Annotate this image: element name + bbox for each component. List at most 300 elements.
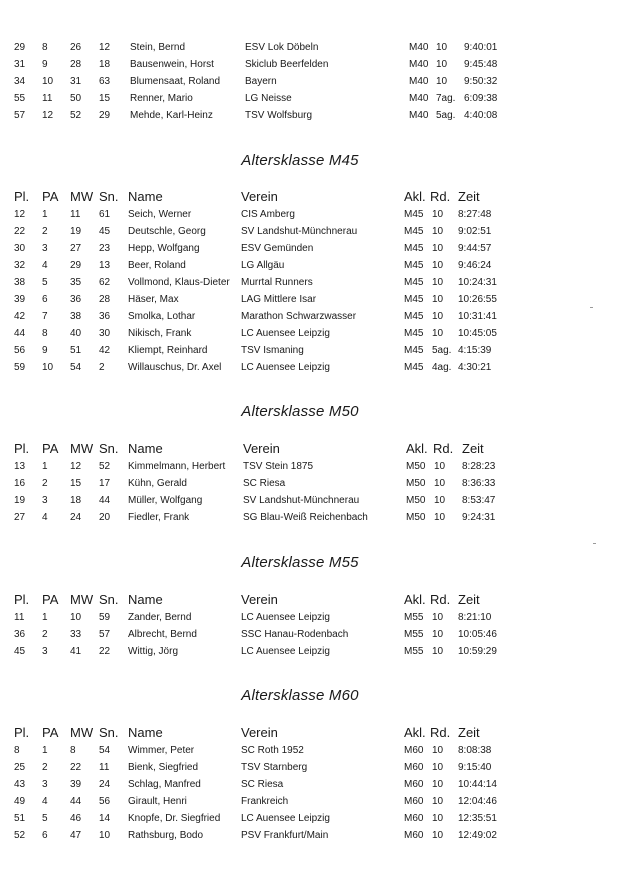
header-verein: Verein bbox=[243, 441, 280, 456]
cell-name: Häser, Max bbox=[128, 294, 179, 305]
cell-pa: 6 bbox=[42, 294, 48, 305]
cell-verein: SC Riesa bbox=[241, 779, 284, 790]
header-rd: Rd. bbox=[430, 725, 451, 740]
cell-akl: M60 bbox=[404, 796, 424, 807]
cell-sn: 45 bbox=[99, 226, 111, 237]
cell-pl: 51 bbox=[14, 813, 26, 824]
section-title: Altersklasse M60 bbox=[241, 687, 359, 704]
cell-pa: 4 bbox=[42, 260, 48, 271]
cell-pa: 1 bbox=[42, 612, 48, 623]
cell-akl: M60 bbox=[404, 762, 424, 773]
cell-sn: 22 bbox=[99, 646, 111, 657]
cell-zeit: 12:04:46 bbox=[458, 796, 497, 807]
cell-name: Zander, Bernd bbox=[128, 612, 192, 623]
header-verein: Verein bbox=[241, 189, 278, 204]
cell-verein: LC Auensee Leipzig bbox=[241, 813, 330, 824]
cell-mw: 39 bbox=[70, 779, 82, 790]
header-verein: Verein bbox=[241, 592, 278, 607]
cell-pa: 6 bbox=[42, 830, 48, 841]
cell-pa: 1 bbox=[42, 209, 48, 220]
cell-rd: 10 bbox=[432, 294, 444, 305]
cell-pl: 31 bbox=[14, 59, 26, 70]
header-sn: Sn. bbox=[99, 189, 119, 204]
cell-verein: Bayern bbox=[245, 76, 277, 87]
cell-rd: 10 bbox=[432, 311, 444, 322]
cell-akl: M50 bbox=[406, 512, 426, 523]
cell-sn: 17 bbox=[99, 478, 111, 489]
header-verein: Verein bbox=[241, 725, 278, 740]
cell-akl: M50 bbox=[406, 495, 426, 506]
table-row bbox=[0, 512, 635, 528]
cell-pa: 1 bbox=[42, 461, 48, 472]
header-akl: Akl. bbox=[404, 592, 426, 607]
cell-mw: 50 bbox=[70, 93, 82, 104]
cell-sn: 44 bbox=[99, 495, 111, 506]
cell-mw: 8 bbox=[70, 745, 76, 756]
table-row bbox=[0, 745, 635, 761]
scan-speck bbox=[593, 543, 596, 544]
cell-rd: 10 bbox=[432, 830, 444, 841]
header-zeit: Zeit bbox=[458, 725, 480, 740]
table-row bbox=[0, 779, 635, 795]
cell-rd: 10 bbox=[432, 813, 444, 824]
table-row bbox=[0, 277, 635, 293]
cell-verein: TSV Ismaning bbox=[241, 345, 304, 356]
header-pa: PA bbox=[42, 725, 59, 740]
cell-pa: 3 bbox=[42, 495, 48, 506]
cell-rd: 10 bbox=[432, 328, 444, 339]
cell-rd: 7ag. bbox=[436, 93, 456, 104]
cell-name: Willauschus, Dr. Axel bbox=[128, 362, 222, 373]
cell-pa: 5 bbox=[42, 813, 48, 824]
cell-pl: 8 bbox=[14, 745, 20, 756]
cell-name: Blumensaat, Roland bbox=[130, 76, 221, 87]
header-name: Name bbox=[128, 725, 163, 740]
header-pa: PA bbox=[42, 592, 59, 607]
cell-rd: 10 bbox=[432, 745, 444, 756]
cell-pa: 3 bbox=[42, 779, 48, 790]
cell-sn: 42 bbox=[99, 345, 111, 356]
cell-pl: 49 bbox=[14, 796, 26, 807]
cell-name: Kimmelmann, Herbert bbox=[128, 461, 226, 472]
cell-akl: M40 bbox=[409, 42, 429, 53]
cell-zeit: 4:15:39 bbox=[458, 345, 492, 356]
cell-pa: 8 bbox=[42, 328, 48, 339]
table-row bbox=[0, 495, 635, 511]
cell-akl: M60 bbox=[404, 813, 424, 824]
cell-rd: 10 bbox=[432, 629, 444, 640]
cell-verein: TSV Wolfsburg bbox=[245, 110, 313, 121]
cell-akl: M45 bbox=[404, 260, 424, 271]
cell-name: Albrecht, Bernd bbox=[128, 629, 197, 640]
cell-pl: 19 bbox=[14, 495, 26, 506]
cell-zeit: 9:50:32 bbox=[464, 76, 498, 87]
cell-akl: M40 bbox=[409, 76, 429, 87]
cell-sn: 30 bbox=[99, 328, 111, 339]
cell-sn: 56 bbox=[99, 796, 111, 807]
cell-zeit: 10:24:31 bbox=[458, 277, 497, 288]
cell-mw: 40 bbox=[70, 328, 82, 339]
cell-zeit: 8:36:33 bbox=[462, 478, 496, 489]
cell-sn: 18 bbox=[99, 59, 111, 70]
cell-sn: 15 bbox=[99, 93, 111, 104]
cell-rd: 10 bbox=[432, 779, 444, 790]
table-row bbox=[0, 243, 635, 259]
cell-akl: M55 bbox=[404, 646, 424, 657]
cell-name: Vollmond, Klaus-Dieter bbox=[128, 277, 230, 288]
cell-name: Fiedler, Frank bbox=[128, 512, 190, 523]
table-row bbox=[0, 813, 635, 829]
cell-sn: 62 bbox=[99, 277, 111, 288]
cell-sn: 54 bbox=[99, 745, 111, 756]
cell-sn: 36 bbox=[99, 311, 111, 322]
header-rd: Rd. bbox=[430, 592, 451, 607]
cell-rd: 4ag. bbox=[432, 362, 452, 373]
cell-pa: 12 bbox=[42, 110, 54, 121]
cell-verein: Murrtal Runners bbox=[241, 277, 313, 288]
cell-mw: 24 bbox=[70, 512, 82, 523]
cell-verein: Skiclub Beerfelden bbox=[245, 59, 329, 70]
header-sn: Sn. bbox=[99, 441, 119, 456]
cell-mw: 47 bbox=[70, 830, 82, 841]
cell-akl: M45 bbox=[404, 294, 424, 305]
cell-name: Bienk, Siegfried bbox=[128, 762, 199, 773]
cell-name: Renner, Mario bbox=[130, 93, 193, 104]
table-row bbox=[0, 646, 635, 662]
cell-verein: LC Auensee Leipzig bbox=[241, 612, 330, 623]
cell-pa: 9 bbox=[42, 345, 48, 356]
cell-rd: 10 bbox=[432, 243, 444, 254]
table-row bbox=[0, 830, 635, 846]
cell-sn: 20 bbox=[99, 512, 111, 523]
cell-akl: M45 bbox=[404, 362, 424, 373]
header-pl: Pl. bbox=[14, 725, 30, 740]
cell-rd: 10 bbox=[432, 796, 444, 807]
cell-zeit: 10:26:55 bbox=[458, 294, 497, 305]
cell-name: Stein, Bernd bbox=[130, 42, 186, 53]
cell-sn: 29 bbox=[99, 110, 111, 121]
cell-pa: 9 bbox=[42, 59, 48, 70]
cell-name: Nikisch, Frank bbox=[128, 328, 192, 339]
cell-mw: 52 bbox=[70, 110, 82, 121]
header-zeit: Zeit bbox=[462, 441, 484, 456]
cell-rd: 10 bbox=[432, 277, 444, 288]
cell-zeit: 8:53:47 bbox=[462, 495, 496, 506]
cell-mw: 36 bbox=[70, 294, 82, 305]
cell-akl: M60 bbox=[404, 745, 424, 756]
table-row bbox=[0, 59, 635, 75]
cell-zeit: 8:08:38 bbox=[458, 745, 492, 756]
table-row bbox=[0, 76, 635, 92]
header-mw: MW bbox=[70, 592, 94, 607]
cell-pl: 43 bbox=[14, 779, 26, 790]
cell-name: Seich, Werner bbox=[128, 209, 192, 220]
cell-pl: 32 bbox=[14, 260, 26, 271]
cell-sn: 24 bbox=[99, 779, 111, 790]
cell-pa: 3 bbox=[42, 243, 48, 254]
cell-name: Mehde, Karl-Heinz bbox=[130, 110, 213, 121]
cell-akl: M55 bbox=[404, 629, 424, 640]
cell-zeit: 12:49:02 bbox=[458, 830, 497, 841]
cell-mw: 33 bbox=[70, 629, 82, 640]
cell-zeit: 6:09:38 bbox=[464, 93, 498, 104]
cell-rd: 10 bbox=[436, 76, 448, 87]
cell-verein: Marathon Schwarzwasser bbox=[241, 311, 357, 322]
cell-sn: 61 bbox=[99, 209, 111, 220]
cell-akl: M45 bbox=[404, 243, 424, 254]
cell-name: Rathsburg, Bodo bbox=[128, 830, 204, 841]
table-row bbox=[0, 762, 635, 778]
cell-pl: 44 bbox=[14, 328, 26, 339]
cell-sn: 12 bbox=[99, 42, 111, 53]
cell-zeit: 9:45:48 bbox=[464, 59, 498, 70]
header-pa: PA bbox=[42, 441, 59, 456]
cell-name: Smolka, Lothar bbox=[128, 311, 196, 322]
cell-akl: M60 bbox=[404, 779, 424, 790]
cell-name: Hepp, Wolfgang bbox=[128, 243, 200, 254]
table-row bbox=[0, 311, 635, 327]
cell-verein: LC Auensee Leipzig bbox=[241, 646, 330, 657]
cell-pa: 2 bbox=[42, 478, 48, 489]
cell-pa: 1 bbox=[42, 745, 48, 756]
header-pa: PA bbox=[42, 189, 59, 204]
cell-name: Beer, Roland bbox=[128, 260, 186, 271]
cell-zeit: 8:27:48 bbox=[458, 209, 492, 220]
cell-mw: 41 bbox=[70, 646, 82, 657]
section-title: Altersklasse M45 bbox=[241, 152, 359, 169]
cell-zeit: 10:59:29 bbox=[458, 646, 497, 657]
cell-pl: 16 bbox=[14, 478, 26, 489]
table-row bbox=[0, 345, 635, 361]
cell-zeit: 9:24:31 bbox=[462, 512, 496, 523]
cell-sn: 63 bbox=[99, 76, 111, 87]
cell-mw: 18 bbox=[70, 495, 82, 506]
table-header bbox=[0, 592, 635, 610]
cell-verein: PSV Frankfurt/Main bbox=[241, 830, 329, 841]
table-row bbox=[0, 629, 635, 645]
cell-pl: 45 bbox=[14, 646, 26, 657]
cell-pl: 57 bbox=[14, 110, 26, 121]
cell-sn: 23 bbox=[99, 243, 111, 254]
cell-sn: 2 bbox=[99, 362, 105, 373]
cell-rd: 10 bbox=[432, 209, 444, 220]
table-header bbox=[0, 189, 635, 207]
section-title: Altersklasse M50 bbox=[241, 403, 359, 420]
header-pl: Pl. bbox=[14, 189, 30, 204]
cell-pl: 42 bbox=[14, 311, 26, 322]
cell-akl: M50 bbox=[406, 461, 426, 472]
header-zeit: Zeit bbox=[458, 189, 480, 204]
cell-akl: M50 bbox=[406, 478, 426, 489]
cell-akl: M45 bbox=[404, 277, 424, 288]
cell-rd: 10 bbox=[432, 646, 444, 657]
cell-akl: M45 bbox=[404, 345, 424, 356]
cell-zeit: 9:40:01 bbox=[464, 42, 498, 53]
header-mw: MW bbox=[70, 189, 94, 204]
header-sn: Sn. bbox=[99, 725, 119, 740]
cell-rd: 5ag. bbox=[436, 110, 456, 121]
cell-mw: 12 bbox=[70, 461, 82, 472]
cell-verein: LG Allgäu bbox=[241, 260, 285, 271]
cell-akl: M60 bbox=[404, 830, 424, 841]
cell-pa: 7 bbox=[42, 311, 48, 322]
cell-mw: 35 bbox=[70, 277, 82, 288]
cell-pl: 56 bbox=[14, 345, 26, 356]
cell-mw: 51 bbox=[70, 345, 82, 356]
cell-name: Wimmer, Peter bbox=[128, 745, 195, 756]
header-zeit: Zeit bbox=[458, 592, 480, 607]
table-row bbox=[0, 260, 635, 276]
header-name: Name bbox=[128, 189, 163, 204]
header-name: Name bbox=[128, 441, 163, 456]
cell-zeit: 4:30:21 bbox=[458, 362, 492, 373]
table-row bbox=[0, 612, 635, 628]
cell-mw: 28 bbox=[70, 59, 82, 70]
cell-zeit: 4:40:08 bbox=[464, 110, 498, 121]
cell-pl: 25 bbox=[14, 762, 26, 773]
cell-sn: 13 bbox=[99, 260, 111, 271]
header-rd: Rd. bbox=[433, 441, 454, 456]
table-row bbox=[0, 796, 635, 812]
cell-verein: ESV Gemünden bbox=[241, 243, 314, 254]
table-row bbox=[0, 362, 635, 378]
table-row bbox=[0, 209, 635, 225]
cell-akl: M55 bbox=[404, 612, 424, 623]
cell-mw: 26 bbox=[70, 42, 82, 53]
table-header bbox=[0, 441, 635, 459]
cell-pa: 10 bbox=[42, 76, 54, 87]
cell-zeit: 9:46:24 bbox=[458, 260, 492, 271]
cell-pl: 11 bbox=[14, 612, 25, 623]
cell-pl: 13 bbox=[14, 461, 26, 472]
cell-sn: 28 bbox=[99, 294, 111, 305]
cell-rd: 10 bbox=[432, 612, 444, 623]
cell-verein: SSC Hanau-Rodenbach bbox=[241, 629, 349, 640]
cell-mw: 31 bbox=[70, 76, 82, 87]
cell-pa: 2 bbox=[42, 629, 48, 640]
header-pl: Pl. bbox=[14, 441, 30, 456]
cell-rd: 10 bbox=[432, 762, 444, 773]
cell-verein: TSV Starnberg bbox=[241, 762, 308, 773]
cell-mw: 29 bbox=[70, 260, 82, 271]
table-header bbox=[0, 725, 635, 743]
cell-sn: 14 bbox=[99, 813, 111, 824]
cell-verein: CIS Amberg bbox=[241, 209, 295, 220]
cell-pa: 3 bbox=[42, 646, 48, 657]
cell-sn: 59 bbox=[99, 612, 111, 623]
header-mw: MW bbox=[70, 725, 94, 740]
cell-rd: 5ag. bbox=[432, 345, 452, 356]
cell-zeit: 8:28:23 bbox=[462, 461, 496, 472]
cell-name: Wittig, Jörg bbox=[128, 646, 179, 657]
cell-sn: 11 bbox=[99, 762, 110, 773]
cell-name: Deutschle, Georg bbox=[128, 226, 206, 237]
cell-akl: M45 bbox=[404, 209, 424, 220]
cell-verein: SG Blau-Weiß Reichenbach bbox=[243, 512, 368, 523]
cell-verein: LC Auensee Leipzig bbox=[241, 362, 330, 373]
cell-pa: 2 bbox=[42, 226, 48, 237]
cell-pa: 4 bbox=[42, 512, 48, 523]
table-row bbox=[0, 294, 635, 310]
cell-pl: 39 bbox=[14, 294, 26, 305]
cell-mw: 11 bbox=[70, 209, 81, 220]
table-row bbox=[0, 110, 635, 126]
cell-pl: 55 bbox=[14, 93, 26, 104]
cell-mw: 22 bbox=[70, 762, 82, 773]
table-row bbox=[0, 478, 635, 494]
table-row bbox=[0, 93, 635, 109]
cell-akl: M45 bbox=[404, 311, 424, 322]
header-rd: Rd. bbox=[430, 189, 451, 204]
cell-name: Müller, Wolfgang bbox=[128, 495, 203, 506]
table-row bbox=[0, 42, 635, 58]
cell-mw: 46 bbox=[70, 813, 82, 824]
header-akl: Akl. bbox=[404, 725, 426, 740]
scan-speck bbox=[590, 307, 593, 308]
cell-rd: 10 bbox=[436, 59, 448, 70]
cell-akl: M45 bbox=[404, 226, 424, 237]
cell-sn: 57 bbox=[99, 629, 111, 640]
cell-verein: Frankreich bbox=[241, 796, 289, 807]
cell-rd: 10 bbox=[436, 42, 448, 53]
header-akl: Akl. bbox=[406, 441, 428, 456]
cell-zeit: 8:21:10 bbox=[458, 612, 492, 623]
cell-mw: 15 bbox=[70, 478, 82, 489]
cell-rd: 10 bbox=[432, 260, 444, 271]
cell-zeit: 9:44:57 bbox=[458, 243, 492, 254]
cell-zeit: 10:31:41 bbox=[458, 311, 497, 322]
cell-rd: 10 bbox=[434, 461, 446, 472]
cell-mw: 10 bbox=[70, 612, 82, 623]
cell-verein: LC Auensee Leipzig bbox=[241, 328, 330, 339]
header-pl: Pl. bbox=[14, 592, 30, 607]
cell-rd: 10 bbox=[432, 226, 444, 237]
cell-sn: 10 bbox=[99, 830, 111, 841]
cell-verein: ESV Lok Döbeln bbox=[245, 42, 319, 53]
cell-mw: 19 bbox=[70, 226, 82, 237]
cell-pl: 29 bbox=[14, 42, 26, 53]
cell-sn: 52 bbox=[99, 461, 111, 472]
header-sn: Sn. bbox=[99, 592, 119, 607]
cell-mw: 27 bbox=[70, 243, 82, 254]
cell-akl: M40 bbox=[409, 110, 429, 121]
cell-zeit: 10:45:05 bbox=[458, 328, 497, 339]
cell-name: Bausenwein, Horst bbox=[130, 59, 214, 70]
cell-verein: SV Landshut-Münchnerau bbox=[243, 495, 360, 506]
cell-pl: 30 bbox=[14, 243, 26, 254]
cell-akl: M40 bbox=[409, 59, 429, 70]
cell-pl: 38 bbox=[14, 277, 26, 288]
cell-name: Schlag, Manfred bbox=[128, 779, 201, 790]
section-title: Altersklasse M55 bbox=[241, 554, 359, 571]
cell-zeit: 12:35:51 bbox=[458, 813, 497, 824]
cell-name: Kühn, Gerald bbox=[128, 478, 187, 489]
cell-akl: M40 bbox=[409, 93, 429, 104]
cell-zeit: 10:44:14 bbox=[458, 779, 497, 790]
cell-verein: SC Riesa bbox=[243, 478, 286, 489]
cell-zeit: 9:15:40 bbox=[458, 762, 492, 773]
cell-pa: 5 bbox=[42, 277, 48, 288]
cell-zeit: 9:02:51 bbox=[458, 226, 492, 237]
cell-zeit: 10:05:46 bbox=[458, 629, 497, 640]
cell-mw: 54 bbox=[70, 362, 82, 373]
table-row bbox=[0, 328, 635, 344]
cell-pl: 12 bbox=[14, 209, 26, 220]
cell-rd: 10 bbox=[434, 495, 446, 506]
cell-name: Girault, Henri bbox=[128, 796, 187, 807]
cell-pl: 36 bbox=[14, 629, 26, 640]
cell-name: Knopfe, Dr. Siegfried bbox=[128, 813, 221, 824]
